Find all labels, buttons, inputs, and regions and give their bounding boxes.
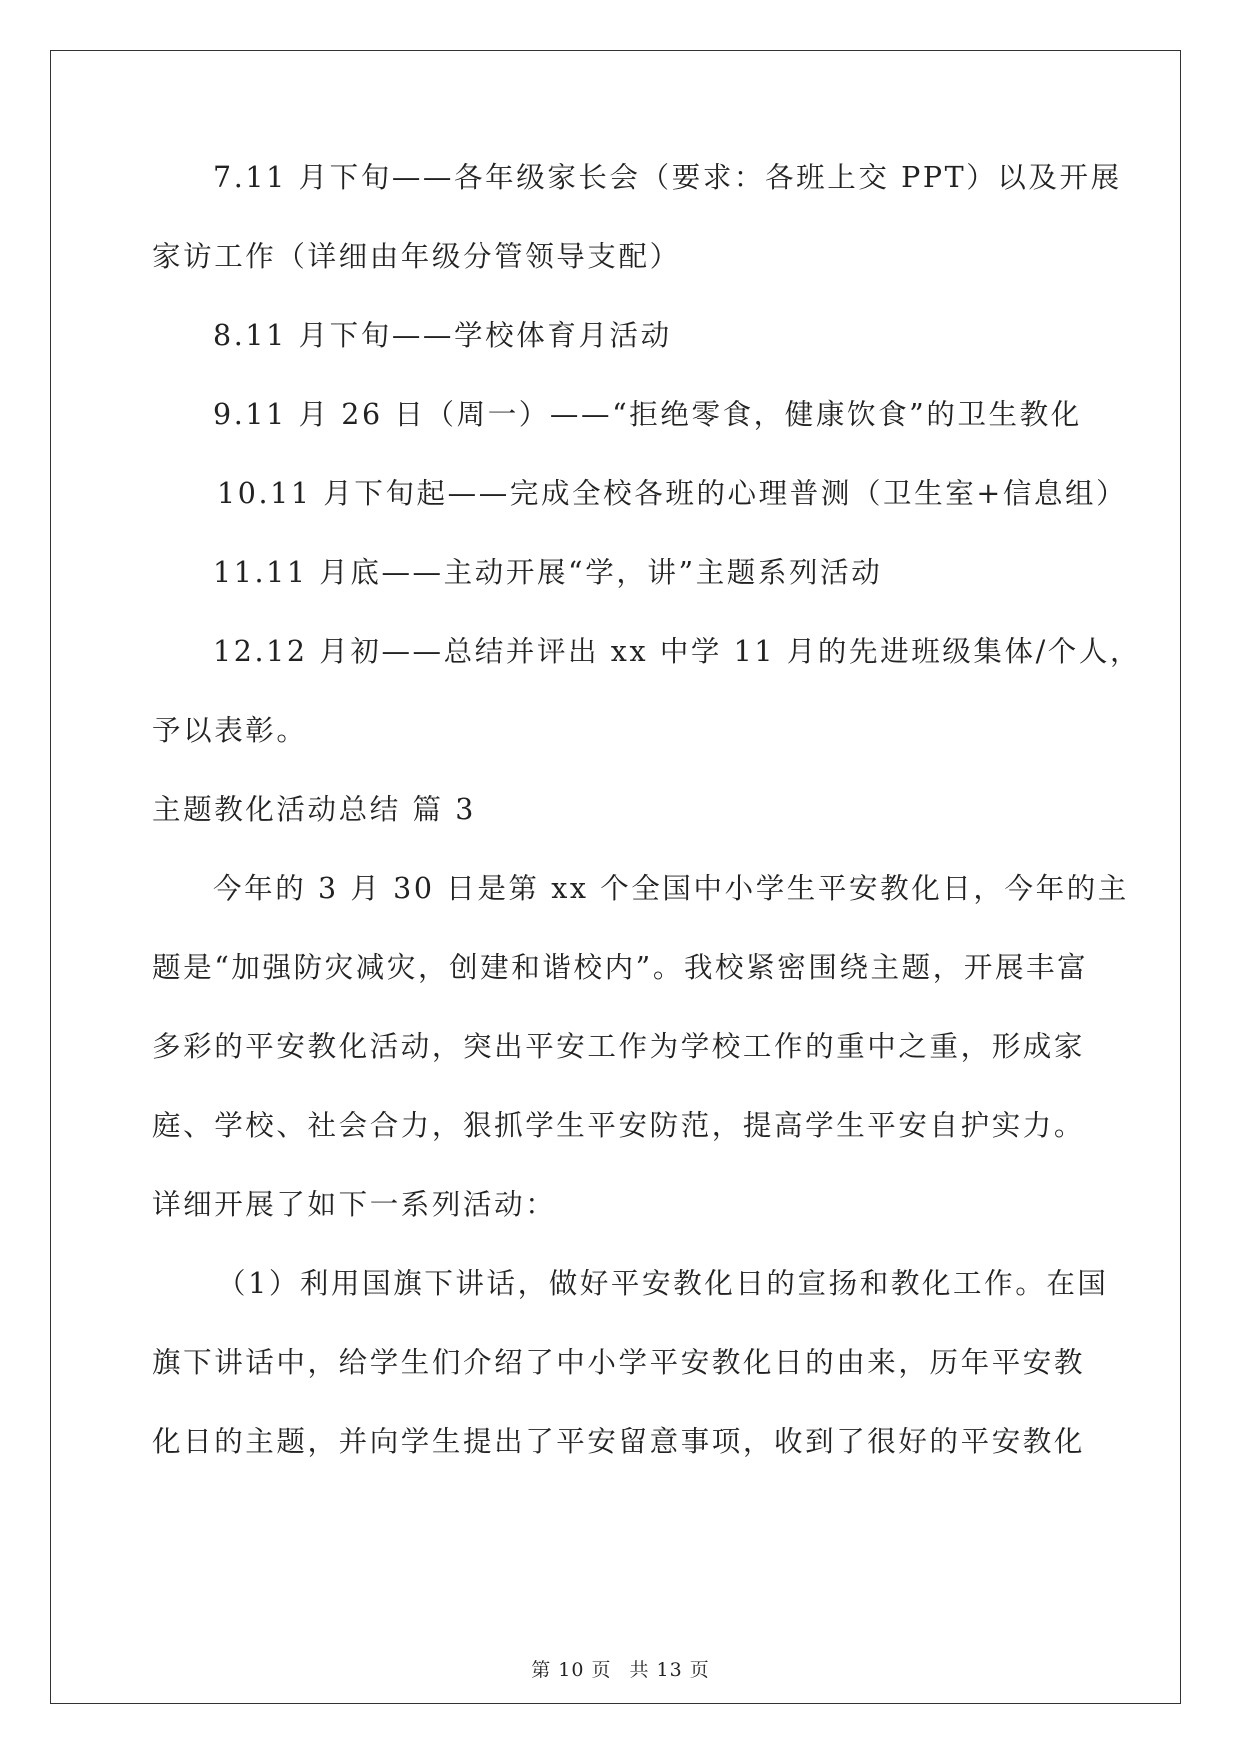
paragraph-line: 多彩的平安教化活动，突出平安工作为学校工作的重中之重，形成家 — [152, 1030, 1086, 1063]
paragraph-line: 化日的主题，并向学生提出了平安留意事项，收到了很好的平安教化 — [152, 1425, 1086, 1458]
paragraph-line: 8.11 月下旬——学校体育月活动 — [213, 319, 672, 352]
paragraph-line: 题是“加强防灾减灾，创建和谐校内”。我校紧密围绕主题，开展丰富 — [152, 951, 1089, 984]
paragraph-line: 家访工作（详细由年级分管领导支配） — [152, 240, 681, 273]
paragraph-line: 旗下讲话中，给学生们介绍了中小学平安教化日的由来，历年平安教 — [152, 1346, 1086, 1379]
paragraph-line: 9.11 月 26 日（周一）——“拒绝零食，健康饮食”的卫生教化 — [213, 398, 1082, 431]
paragraph-line: 详细开展了如下一系列活动： — [152, 1188, 557, 1221]
section-heading: 主题教化活动总结 篇 3 — [152, 793, 476, 826]
paragraph-line: 今年的 3 月 30 日是第 xx 个全国中小学生平安教化日，今年的主 — [213, 872, 1129, 905]
paragraph-line: 庭、学校、社会合力，狠抓学生平安防范，提高学生平安自护实力。 — [152, 1109, 1086, 1142]
page-footer — [0, 1658, 1241, 1682]
paragraph-line: 11.11 月底——主动开展“学，讲”主题系列活动 — [213, 556, 883, 589]
paragraph-line: 10.11 月下旬起——完成全校各班的心理普测（卫生室+信息组） — [217, 477, 1128, 510]
current-page-number: 第 10 页 — [531, 1659, 612, 1681]
total-page-count: 共 13 页 — [629, 1659, 710, 1681]
paragraph-line: （1）利用国旗下讲话，做好平安教化日的宣扬和教化工作。在国 — [217, 1267, 1109, 1300]
paragraph-line: 12.12 月初——总结并评出 xx 中学 11 月的先进班级集体/个人， — [213, 635, 1142, 668]
paragraph-line: 予以表彰。 — [152, 714, 308, 747]
paragraph-line: 7.11 月下旬——各年级家长会（要求：各班上交 PPT）以及开展 — [213, 161, 1122, 194]
